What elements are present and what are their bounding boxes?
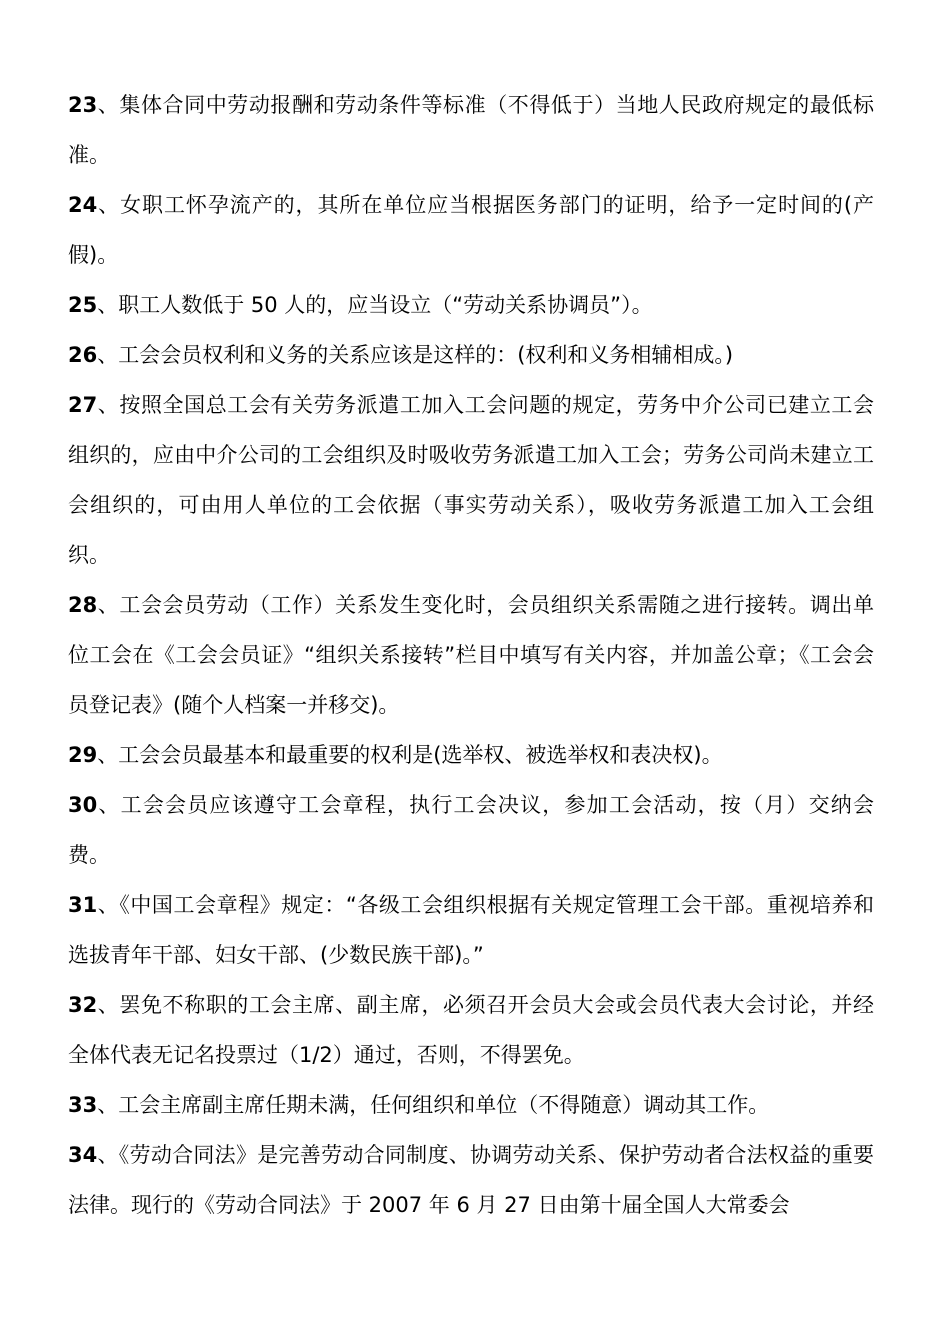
question-text: 、《劳动合同法》是完善劳动合同制度、协调劳动关系、保护劳动者合法权益的重要法律。现行的《劳动合同法》于 2007 年 6 月 27 日由第十届全国人大常委会 [68, 1143, 874, 1217]
question-number: 24 [68, 193, 98, 217]
question-text: 、工会会员最基本和最重要的权利是(选举权、被选举权和表决权)。 [97, 743, 723, 767]
question-item-23 [68, 80, 874, 180]
question-number: 30 [68, 793, 98, 817]
question-text: 、按照全国总工会有关劳务派遣工加入工会问题的规定，劳务中介公司已建立工会组织的，应由中介公司的工会组织及时吸收劳务派遣工加入工会；劳务公司尚未建立工会组织的，可由用人单位的工会依据（事实劳动关系），吸收劳务派遣工加入工会组织。 [68, 393, 874, 567]
question-number: 27 [68, 393, 98, 417]
question-text: 、女职工怀孕流产的，其所在单位应当根据医务部门的证明，给予一定时间的(产假)。 [68, 193, 874, 267]
question-number: 25 [68, 293, 98, 317]
question-item-24 [68, 180, 874, 280]
question-item-25 [68, 280, 874, 330]
question-item-34 [68, 1130, 874, 1230]
question-text: 、《中国工会章程》规定：“各级工会组织根据有关规定管理工会干部。重视培养和选拔青年干部、妇女干部、(少数民族干部)。” [68, 893, 874, 967]
question-number: 26 [68, 343, 98, 367]
question-item-32 [68, 980, 874, 1080]
document-page [68, 80, 874, 1230]
question-item-27 [68, 380, 874, 580]
question-item-28 [68, 580, 874, 730]
question-number: 29 [68, 743, 98, 767]
question-item-26 [68, 330, 874, 380]
question-item-31 [68, 880, 874, 980]
question-text: 、工会会员应该遵守工会章程，执行工会决议，参加工会活动，按（月）交纳会费。 [68, 793, 874, 867]
question-text: 、工会主席副主席任期未满，任何组织和单位（不得随意）调动其工作。 [97, 1093, 770, 1117]
question-text: 、工会会员权利和义务的关系应该是这样的：(权利和义务相辅相成。) [97, 343, 734, 367]
question-text: 、职工人数低于 50 人的，应当设立（“劳动关系协调员”）。 [97, 293, 653, 317]
question-text: 、工会会员劳动（工作）关系发生变化时，会员组织关系需随之进行接转。调出单位工会在《工会会员证》“组织关系接转”栏目中填写有关内容，并加盖公章；《工会会员登记表》(随个人档案一并移交)。 [68, 593, 874, 717]
question-number: 31 [68, 893, 98, 917]
question-number: 23 [68, 93, 98, 117]
question-item-33 [68, 1080, 874, 1130]
question-text: 、罢免不称职的工会主席、副主席，必须召开会员大会或会员代表大会讨论，并经全体代表无记名投票过（1/2）通过，否则，不得罢免。 [68, 993, 874, 1067]
question-number: 32 [68, 993, 98, 1017]
question-number: 34 [68, 1143, 98, 1167]
question-item-29 [68, 730, 874, 780]
question-number: 33 [68, 1093, 98, 1117]
question-number: 28 [68, 593, 98, 617]
question-text: 、集体合同中劳动报酬和劳动条件等标准（不得低于）当地人民政府规定的最低标准。 [68, 93, 874, 167]
question-item-30 [68, 780, 874, 880]
